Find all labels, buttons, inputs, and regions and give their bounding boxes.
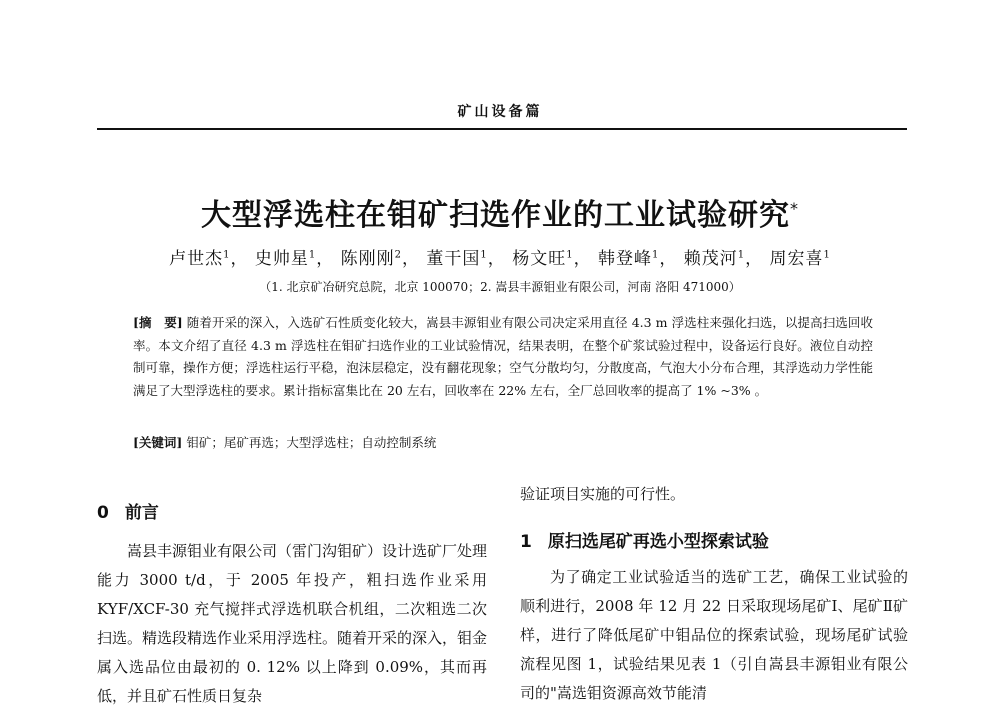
author: 卢世杰$^1$ — [169, 249, 231, 269]
paper-title — [0, 190, 1000, 234]
paper-title-text: 大型浮选柱在钼矿扫选作业的工业试验研究 — [201, 198, 790, 233]
title-footnote-mark: * — [790, 199, 799, 218]
author: 董干国$^1$ — [426, 249, 488, 269]
keywords-label: [关键词] — [133, 435, 183, 450]
left-column — [97, 537, 487, 711]
author: 韩登峰$^1$ — [597, 249, 660, 269]
author: 陈刚刚$^2$ — [340, 249, 403, 269]
section1-paragraph: 为了确定工业试验适当的选矿工艺，确保工业试验的顺利进行，2008 年 12 月 22 日采取现场尾矿Ⅰ、尾矿Ⅱ矿样，进行了降低尾矿中钼品位的探索试验，现场尾矿试验流程见图 1，试验结果见表 1（引自嵩县丰源钼业有限公司的"嵩选钼资源高效节能清 — [520, 568, 908, 702]
right-column — [520, 563, 908, 708]
right-column-continuation: 验证项目实施的可行性。 — [520, 485, 686, 503]
section-heading-intro: 0 前言 — [97, 503, 159, 523]
abstract-text: 随着开采的深入，入选矿石性质变化较大，嵩县丰源钼业有限公司决定采用直径 4.3 m 浮选柱来强化扫选，以提高扫选回收率。本文介绍了直径 4.3 m 浮选柱在钼矿扫选作业的工业试验情况，结果表明，在整个矿浆试验过程中，设备运行良好。液位自动控制可靠，操作方便；浮选柱运行平稳，泡沫层稳定，没有翻花现象；空气分散均匀，分散度高，气泡大小分布合理，其浮选动力学性能满足了大型浮选柱的要求。累计指标富集比在 20 左右，回收率在 22% 左右，全厂总回收率的提高了 1% ~3% 。 — [133, 315, 873, 398]
author: 赖茂河$^1$ — [683, 249, 746, 269]
keywords-text: 钼矿；尾矿再选；大型浮选柱；自动控制系统 — [186, 435, 437, 450]
keywords — [133, 433, 873, 451]
author-list: 卢世杰$^1$， 史帅星$^1$， 陈刚刚$^2$， 董干国$^1$， 杨文旺$^1$， 韩登峰$^1$， 赖茂河$^1$， 周宏喜$^1$ — [169, 249, 831, 269]
affiliation: （1. 北京矿冶研究总院，北京 100070；2. 嵩县丰源钼业有限公司，河南 洛阳 471000） — [259, 280, 741, 294]
intro-paragraph: 嵩县丰源钼业有限公司（雷门沟钼矿）设计选矿厂处理能力 3000 t/d，于 2005 年投产，粗扫选作业采用 KYF/XCF-30 充气搅拌式浮选机联合机组，二次粗选二次扫选。精选段精选作业采用浮选柱。随着开采的深入，钼金属入选品位由最初的 0. 12% 以上降到 0.09%，其而再低，并且矿石性质日复杂 — [97, 542, 488, 705]
section-heading-1: 1 原扫选尾矿再选小型探索试验 — [520, 532, 769, 552]
author: 杨文旺$^1$ — [512, 249, 574, 269]
journal-section-header: 矿山设备篇 — [457, 104, 543, 120]
author: 史帅星$^1$ — [254, 249, 317, 269]
author: 周宏喜$^1$ — [769, 249, 831, 269]
header-rule — [97, 128, 907, 130]
abstract-label: [摘 要] — [133, 315, 183, 330]
abstract — [133, 312, 873, 402]
